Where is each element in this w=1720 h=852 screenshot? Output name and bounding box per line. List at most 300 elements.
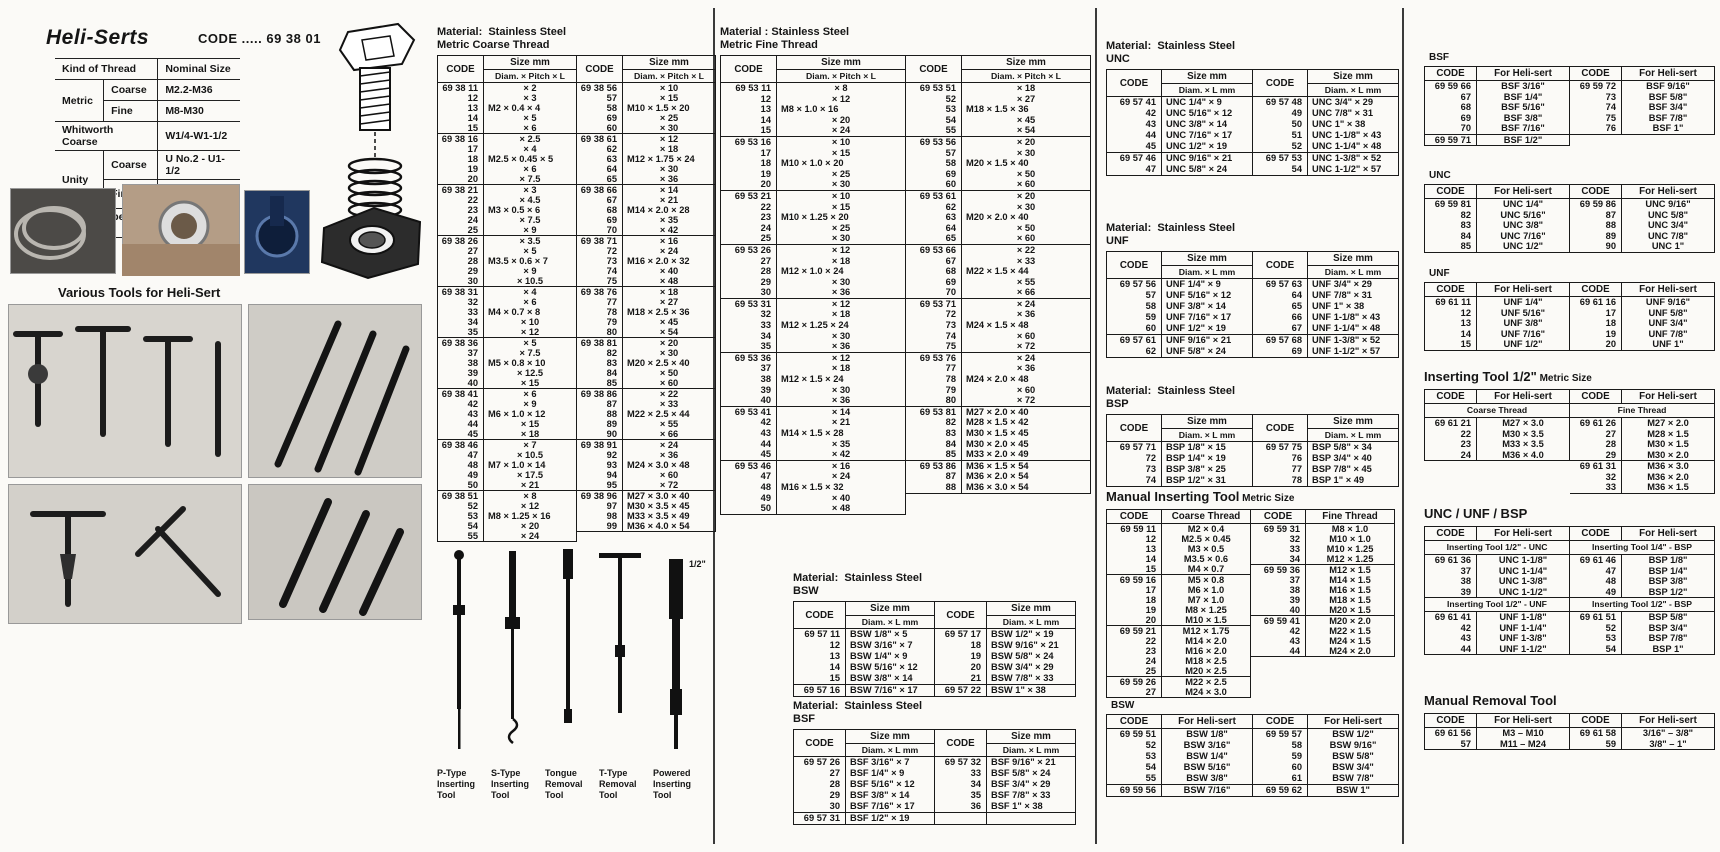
table-header-size (1622, 714, 1714, 727)
table-column-pair (1424, 526, 1570, 655)
code-cell: 59 (1253, 751, 1308, 762)
table-row (794, 790, 934, 801)
size-cell: BSW 3/8" × 14 (850, 673, 913, 683)
code-cell: 83 (1425, 220, 1477, 231)
size-cell: × 48 (831, 503, 851, 514)
table-columns (437, 55, 716, 542)
table-column-pair (935, 601, 1076, 697)
size-cell: UNC 1/2" × 19 (1166, 141, 1227, 151)
code-cell: 69 57 26 (794, 757, 846, 768)
table-row (1107, 762, 1252, 773)
table-row (906, 83, 1090, 94)
size-cell: × 30 (1016, 147, 1036, 158)
table-row (577, 450, 715, 460)
kind-metric-coarse: Coarse (104, 80, 158, 101)
table-row (1570, 241, 1714, 252)
table-material-title: BSP (1106, 398, 1129, 410)
code-cell: 54 (1570, 644, 1622, 655)
table-header-size (1622, 185, 1714, 198)
table-row-block (1570, 555, 1714, 597)
photo-tools-set-1 (8, 304, 242, 478)
table-row-block (721, 406, 905, 460)
table-row (577, 144, 715, 154)
table-row-block (1107, 784, 1252, 796)
size-cell: × 66 (1016, 287, 1036, 298)
size-cell: M12 × 1.5 (1329, 565, 1371, 575)
size-cell: UNF 1/4" (1503, 297, 1543, 307)
code-cell: 62 (1107, 346, 1162, 357)
table-column-pair (1570, 66, 1715, 135)
table-row (577, 83, 715, 93)
size-cell: UNC 9/16" × 21 (1166, 153, 1233, 163)
table-row (577, 215, 715, 225)
table-row-block (1251, 564, 1394, 615)
p-type-tool-drawing (453, 550, 465, 749)
table-header-size-main: Size mm (1333, 416, 1373, 427)
code-cell: 12 (1425, 308, 1477, 319)
table-columns (1424, 184, 1715, 253)
table-row (1425, 450, 1569, 461)
size-cell: × 14 (659, 185, 679, 195)
code-cell: 17 (721, 148, 777, 159)
table-row (721, 202, 905, 213)
table-row (577, 154, 715, 164)
table-row (1253, 312, 1398, 323)
table-row (438, 348, 576, 358)
size-cell: BSW 1/8" × 5 (850, 629, 908, 639)
code-cell: 69 38 26 (438, 236, 484, 246)
code-cell: 15 (794, 673, 846, 684)
table-header-row (1107, 415, 1252, 442)
code-cell: 33 (1570, 482, 1622, 493)
manual-inserting-tool-table-content (1106, 488, 1395, 698)
size-cell: M2 × 0.4 (1187, 524, 1225, 534)
table-row (935, 790, 1075, 801)
table-row (438, 287, 576, 297)
size-cell: × 12 (520, 327, 540, 337)
table-row (721, 94, 905, 105)
code-cell: 32 (438, 297, 484, 307)
code-cell: 29 (794, 790, 846, 801)
code-cell: 66 (1253, 312, 1308, 323)
table-header-row (1425, 67, 1569, 81)
code-cell: 69 38 66 (577, 185, 623, 195)
code-cell: 69 59 31 (1251, 524, 1306, 534)
size-cell: × 7.5 (519, 215, 541, 225)
table-row (1251, 595, 1394, 605)
table-row (1107, 773, 1252, 784)
size-cell: × 18 (659, 144, 679, 154)
table-row (906, 191, 1090, 202)
size-cell: UNC 1" × 38 (1312, 119, 1366, 129)
code-cell: 47 (1570, 566, 1622, 577)
table-row-block (1425, 612, 1569, 654)
code-cell: 69 61 41 (1425, 612, 1477, 623)
code-cell: 15 (1107, 564, 1162, 574)
code-cell: 83 (906, 428, 962, 439)
table-row (1425, 644, 1569, 655)
table-row (794, 640, 934, 651)
size-cell: × 5 (523, 113, 537, 123)
size-cell: M3 – M10 (1502, 728, 1544, 738)
table-row (721, 482, 905, 493)
code-cell: 14 (438, 113, 484, 123)
size-cell: M7 × 1.0 × 14 (488, 460, 546, 470)
table-row (438, 93, 576, 103)
table-row (1425, 566, 1569, 577)
code-cell: 20 (1570, 339, 1622, 350)
table-column-pair (1106, 414, 1253, 487)
table-row (1107, 564, 1250, 574)
code-cell: 51 (1253, 130, 1308, 141)
code-cell: 75 (577, 276, 623, 286)
size-cell: × 22 (1016, 244, 1036, 255)
table-header-size-main: Size mm (1187, 416, 1227, 427)
table-row (1570, 123, 1714, 134)
size-cell: BSW 3/4" × 29 (991, 662, 1054, 672)
table-header-size (777, 56, 905, 82)
code-cell: 22 (1425, 429, 1477, 440)
table-row (438, 256, 576, 266)
code-cell: 67 (577, 195, 623, 205)
size-cell: UNC 9/16" (1645, 199, 1691, 209)
size-cell: UNF 5/8" × 24 (1166, 346, 1226, 356)
table-header-size (1162, 510, 1250, 523)
size-cell: UNF 1/2" (1503, 339, 1543, 349)
table-columns (793, 601, 1076, 697)
table-header-size (1477, 67, 1569, 80)
size-cell: × 14 (831, 406, 851, 417)
table-row (438, 83, 576, 93)
table-row-block (721, 83, 905, 136)
size-cell: M3 × 0.5 (1187, 544, 1225, 554)
table-header-size-main: Size mm (1187, 71, 1227, 82)
table-row (438, 236, 576, 246)
code-cell: 69 (577, 113, 623, 123)
size-cell: M12 × 1.25 (1326, 554, 1374, 564)
table-header-code: CODE (721, 56, 777, 82)
size-cell: × 25 (659, 113, 679, 123)
table-row-block (935, 757, 1075, 812)
table-row (577, 327, 715, 337)
table-row (1253, 323, 1398, 334)
tool-label-t-type: T-Type Removal Tool (599, 768, 637, 800)
code-cell: 35 (438, 327, 484, 337)
table-row (906, 256, 1090, 267)
table-row (438, 205, 576, 215)
size-cell: BSF 5/8" × 24 (991, 768, 1051, 778)
table-columns (1424, 526, 1715, 655)
table-row (1253, 290, 1398, 301)
table-header-code: CODE (1107, 715, 1162, 728)
table-row (438, 195, 576, 205)
code-cell: 28 (721, 266, 777, 277)
code-cell: 85 (577, 378, 623, 388)
tool-drawings (437, 545, 709, 801)
size-cell: M30 × 1.5 (1647, 439, 1689, 449)
size-cell: × 4.5 (519, 195, 541, 205)
code-cell: 17 (1107, 585, 1162, 595)
code-cell: 65 (577, 174, 623, 184)
table-group-subheader: Inserting Tool 1/4" - BSP (1570, 541, 1714, 555)
code-cell: 39 (438, 368, 484, 378)
table-row (438, 450, 576, 460)
table-columns (1106, 509, 1395, 698)
code-cell: 22 (721, 202, 777, 213)
size-cell: × 16 (659, 236, 679, 246)
table-header-size (1308, 252, 1398, 278)
table-row-block (1253, 729, 1398, 784)
code-cell: 38 (1251, 585, 1306, 595)
table-column-pair (1253, 714, 1399, 797)
size-cell: BSP 1" (1652, 643, 1684, 654)
size-cell: UNC 1/4" (1502, 199, 1544, 209)
table-row (577, 297, 715, 307)
code-cell: 37 (1425, 566, 1477, 577)
size-cell: UNC 3/8" (1502, 220, 1544, 230)
size-cell: M4 × 0.7 (1187, 564, 1225, 574)
code-cell: 69 (906, 169, 962, 180)
code-cell: 69 61 58 (1570, 728, 1622, 739)
size-cell: BSW 1/8" (1186, 729, 1228, 739)
size-cell: BSW 3/16" (1183, 740, 1231, 750)
table-row (1570, 102, 1714, 113)
size-cell: M10 × 1.5 × 20 (627, 103, 690, 113)
code-cell: 54 (906, 115, 962, 126)
code-cell: 12 (438, 93, 484, 103)
code-cell: 60 (906, 179, 962, 190)
code-cell: 74 (906, 331, 962, 342)
table-header-size-main: Size mm (1333, 71, 1373, 82)
code-cell: 19 (1570, 329, 1622, 340)
code-cell: 67 (906, 256, 962, 267)
table-row-block (721, 190, 905, 244)
table-row (1107, 656, 1250, 666)
table-header-code: CODE (1107, 252, 1162, 278)
size-cell: × 6 (523, 389, 537, 399)
size-cell: M30 × 3.5 (1502, 428, 1544, 439)
size-cell: M2 × 0.4 × 4 (488, 103, 541, 113)
code-cell: 63 (906, 212, 962, 223)
table-row (1107, 666, 1250, 676)
table-row (721, 137, 905, 148)
table-row (1425, 555, 1569, 566)
table-row (577, 348, 715, 358)
table-header-size-main: For Heli-sert (1494, 528, 1552, 539)
table-header-code: CODE (906, 56, 962, 82)
table-row (1253, 97, 1398, 108)
code-cell: 69 59 36 (1251, 565, 1306, 575)
table-row (906, 212, 1090, 223)
size-cell: × 20 (659, 338, 679, 348)
table-row (438, 113, 576, 123)
table-header-size-main: Fine Thread (1322, 511, 1378, 522)
table-row (577, 307, 715, 317)
table-row-block (906, 190, 1090, 244)
table-header-code: CODE (1425, 390, 1477, 403)
code-cell: 82 (577, 348, 623, 358)
code-cell: 72 (906, 309, 962, 320)
unc-inserts-table-content (1106, 40, 1399, 176)
size-cell: M12 × 1.0 × 24 (781, 266, 844, 277)
table-row (1253, 751, 1398, 762)
size-cell: UNC 1-1/4" × 48 (1312, 141, 1382, 151)
code-cell: 90 (1570, 241, 1622, 252)
table-row (577, 399, 715, 409)
code-cell: 65 (1253, 301, 1308, 312)
table-heading (1424, 368, 1715, 386)
table-header-size (987, 730, 1075, 756)
size-cell: UNF 1-1/2" × 57 (1312, 346, 1381, 356)
kind-metric-fine: Fine (104, 101, 158, 122)
code-cell: 84 (906, 439, 962, 450)
size-cell: × 24 (1016, 352, 1036, 363)
code-cell: 47 (1107, 164, 1162, 175)
code-cell: 18 (721, 158, 777, 169)
size-cell: UNC 1-1/8" (1498, 555, 1548, 565)
table-row-block (1253, 152, 1398, 175)
table-row-block (1425, 297, 1569, 350)
size-cell: M36 × 1.5 × 54 (966, 460, 1029, 471)
table-heading-main: UNC / UNF / BSP (1424, 506, 1528, 521)
bsf-inserting-tools-table (1424, 52, 1715, 146)
table-header-size (846, 730, 934, 756)
inserting-tool-half-inch-metric-table (1424, 368, 1715, 494)
table-row (721, 320, 905, 331)
table-row (1107, 554, 1250, 564)
code-cell: 69 61 36 (1425, 555, 1477, 566)
size-cell: M24 × 1.5 × 48 (966, 320, 1029, 331)
table-column-pair (577, 55, 716, 532)
table-columns (1106, 251, 1399, 358)
table-row (438, 134, 576, 144)
table-header-size (1622, 67, 1714, 80)
table-row (935, 813, 1075, 824)
table-row (935, 685, 1075, 696)
tapped-block-illustration (316, 202, 428, 282)
code-cell: 43 (1425, 633, 1477, 644)
size-cell: UNF 1-1/4" × 48 (1312, 323, 1381, 333)
table-row (1251, 616, 1394, 626)
code-cell: 69 38 86 (577, 389, 623, 399)
code-cell: 89 (577, 419, 623, 429)
unc-unf-bsp-inserting-tools-table (1424, 505, 1715, 655)
code-cell: 43 (721, 428, 777, 439)
code-cell: 77 (906, 363, 962, 374)
table-header-size (1306, 510, 1394, 523)
size-cell: M24 × 3.0 (1185, 687, 1227, 697)
table-row (1107, 119, 1252, 130)
table-row (438, 378, 576, 388)
table-row (721, 385, 905, 396)
table-row (721, 309, 905, 320)
table-row (1107, 453, 1252, 464)
size-cell: BSW 1/2" (1332, 729, 1374, 739)
code-cell: 75 (1570, 113, 1622, 124)
table-row-block (438, 490, 576, 541)
size-cell: M22 × 1.5 × 44 (966, 266, 1029, 277)
code-cell: 52 (438, 501, 484, 511)
table-row (1107, 290, 1252, 301)
table-row (794, 779, 934, 790)
table-row (577, 195, 715, 205)
table-row (1425, 210, 1569, 221)
code-cell: 69 59 16 (1107, 575, 1162, 585)
table-row (1107, 751, 1252, 762)
table-header-size (1162, 70, 1252, 96)
size-cell: BSF 3/8" (1503, 112, 1543, 123)
code-cell: 85 (906, 449, 962, 460)
table-row (1253, 141, 1398, 152)
code-cell: 87 (1570, 210, 1622, 221)
table-header-row (794, 602, 934, 629)
size-cell: M12 × 1.75 × 24 (627, 154, 695, 164)
table-row-block (906, 244, 1090, 298)
size-cell: × 55 (1016, 276, 1036, 287)
unc-inserts-table (1106, 40, 1399, 176)
table-header-size (484, 56, 576, 82)
code-cell: 33 (721, 320, 777, 331)
size-cell: × 30 (659, 164, 679, 174)
table-row (1107, 97, 1252, 108)
size-cell: BSW 7/8" (1332, 773, 1374, 783)
code-cell: 87 (577, 399, 623, 409)
table-row (721, 331, 905, 342)
table-row (906, 277, 1090, 288)
table-row-block (577, 133, 715, 184)
table-header-row (438, 56, 576, 83)
code-cell: 57 (577, 93, 623, 103)
code-cell: 64 (577, 164, 623, 174)
code-cell: 34 (1251, 554, 1306, 564)
code-cell: 36 (935, 801, 987, 812)
table-row (1570, 576, 1714, 587)
size-cell: BSF 9/16" × 21 (991, 757, 1056, 767)
table-row (577, 368, 715, 378)
table-columns (1424, 713, 1715, 750)
size-cell: × 12 (659, 134, 679, 144)
table-row (1425, 81, 1569, 92)
size-cell: M18 × 1.5 (1329, 595, 1371, 605)
size-cell: BSW 1/4" × 9 (850, 651, 908, 661)
table-row (577, 103, 715, 113)
table-row-block (438, 235, 576, 286)
code-cell: 33 (1251, 544, 1306, 554)
code-cell: 64 (1253, 290, 1308, 301)
code-cell: 48 (1570, 576, 1622, 587)
code-cell: 53 (906, 104, 962, 115)
size-cell: UNF 1-1/4" (1499, 622, 1547, 633)
code-cell: 69 53 86 (906, 461, 962, 472)
size-cell: BSW 3/16" × 7 (850, 640, 913, 650)
table-row (794, 673, 934, 684)
table-header-size-main: Size mm (1006, 57, 1046, 68)
code-cell: 95 (577, 480, 623, 490)
size-cell: M22 × 1.5 (1329, 626, 1371, 636)
size-cell: × 5 (523, 338, 537, 348)
table-heading-main: Manual Inserting Tool (1106, 489, 1240, 504)
table-row (794, 685, 934, 696)
table-header-size-main: For Heli-sert (1494, 284, 1552, 295)
table-header-size-main: For Heli-sert (1178, 716, 1236, 727)
table-header-row (1107, 70, 1252, 97)
table-row-block (906, 298, 1090, 352)
code-cell: 67 (1253, 323, 1308, 334)
size-cell: BSF 1/4" (1503, 91, 1543, 102)
code-cell: 69 38 91 (577, 440, 623, 450)
size-cell: UNC 7/8" (1647, 230, 1689, 241)
table-row-block (1107, 442, 1252, 486)
